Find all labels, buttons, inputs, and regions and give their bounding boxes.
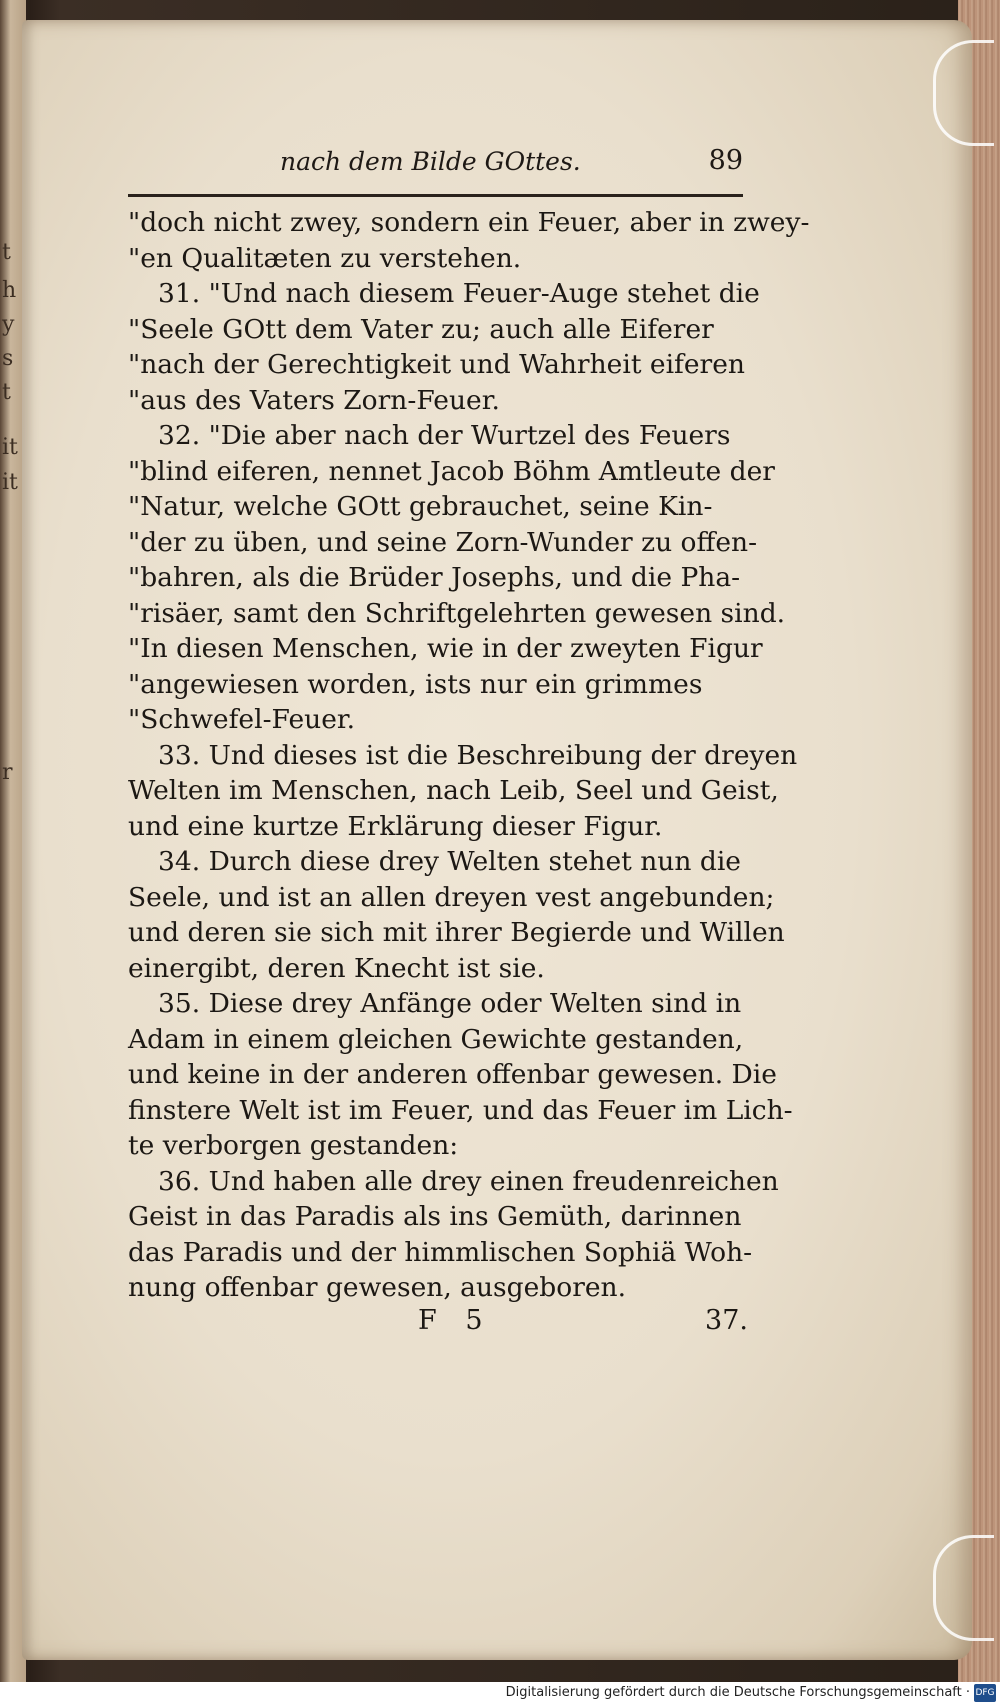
margin-fragment: s <box>2 346 14 371</box>
text-line: "der zu üben, und seine Zorn-Wunder zu offen- <box>128 526 758 558</box>
margin-fragment: it <box>2 470 18 495</box>
text-line: "risäer, samt den Schriftgelehrten gewesen sind. <box>128 597 786 629</box>
text-line: "Schwefel-Feuer. <box>128 704 356 735</box>
page-number: 89 <box>708 145 743 176</box>
text-line: te verborgen gestanden: <box>128 1130 459 1161</box>
text-line: 35. Diese drey Anfänge oder Welten sind in <box>158 988 742 1019</box>
credit-bar <box>0 1682 1000 1706</box>
text-line: und deren sie sich mit ihrer Begierde und Willen <box>128 917 785 948</box>
text-line: "aus des Vaters Zorn-Feuer. <box>128 384 500 416</box>
text-line: einergibt, deren Knecht ist sie. <box>128 952 545 984</box>
text-line: 32. "Die aber nach der Wurtzel des Feuers <box>158 420 731 451</box>
page-header <box>130 143 745 189</box>
text-line: und keine in der anderen offenbar gewesen. Die <box>128 1059 777 1090</box>
text-line: "In diesen Menschen, wie in der zweyten Figur <box>128 633 763 664</box>
text-line: Geist in das Paradis als ins Gemüth, darinnen <box>128 1201 742 1232</box>
text-line: "bahren, als die Brüder Josephs, und die Pha- <box>128 562 741 593</box>
dfg-logo-icon: DFG <box>974 1684 996 1702</box>
page-clip-top <box>933 40 994 146</box>
text-line: 31. "Und nach diesem Feuer-Auge stehet die <box>158 278 760 309</box>
text-line: nung offenbar gewesen, ausgeboren. <box>128 1272 627 1303</box>
text-line: 36. Und haben alle drey einen freudenreichen <box>158 1165 779 1197</box>
margin-fragment: h <box>2 278 17 303</box>
text-line: 33. Und dieses ist die Beschreibung der dreyen <box>158 739 798 771</box>
text-line: "angewiesen worden, ists nur ein grimmes <box>128 668 703 700</box>
running-title: nach dem Bilde GOttes. <box>280 147 581 176</box>
text-line: "Seele GOtt dem Vater zu; auch alle Eiferer <box>128 313 714 345</box>
margin-fragment: t <box>2 240 11 265</box>
margin-fragment: t <box>2 380 11 405</box>
signature-mark: F 5 <box>418 1305 493 1336</box>
text-line: Welten im Menschen, nach Leib, Seel und Geist, <box>128 775 779 806</box>
text-line: das Paradis und der himmlischen Sophiä Woh- <box>128 1236 753 1268</box>
page-footer <box>128 1305 748 1345</box>
text-line: "Natur, welche GOtt gebrauchet, seine Kin- <box>128 491 713 522</box>
body-text <box>128 205 810 1306</box>
text-line: "en Qualitæten zu verstehen. <box>128 242 522 274</box>
text-line: "blind eiferen, nennet Jacob Böhm Amtleute der <box>128 455 775 487</box>
text-line: 34. Durch diese drey Welten stehet nun die <box>158 846 741 877</box>
text-line: finstere Welt ist im Feuer, und das Feuer im Lich- <box>128 1094 793 1126</box>
margin-fragment: r <box>2 760 13 785</box>
margin-fragment: y <box>2 312 15 337</box>
funding-credit: Digitalisierung gefördert durch die Deutsche Forschungsgemeinschaft · <box>505 1685 970 1700</box>
margin-fragment: it <box>2 435 18 460</box>
catchword: 37. <box>705 1305 748 1336</box>
text-line: "nach der Gerechtigkeit und Wahrheit eiferen <box>128 349 745 380</box>
text-line: Seele, und ist an allen dreyen vest angebunden; <box>128 881 775 913</box>
text-line: und eine kurtze Erklärung dieser Figur. <box>128 810 663 842</box>
page-clip-bottom <box>933 1535 994 1641</box>
header-rule <box>128 194 743 197</box>
text-line: "doch nicht zwey, sondern ein Feuer, aber in zwey- <box>128 207 810 238</box>
text-line: Adam in einem gleichen Gewichte gestanden, <box>128 1023 744 1055</box>
